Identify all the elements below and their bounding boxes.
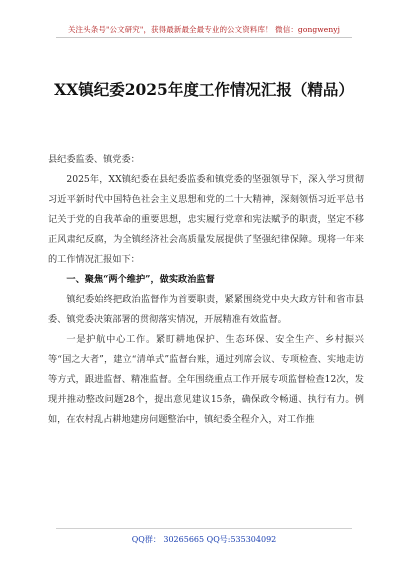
body-paragraph: 镇纪委始终把政治监督作为首要职责，紧紧围绕党中央大政方针和省市县委、镇党委决策部署的贯彻落实情况，开展精准有效监督。 bbox=[48, 294, 364, 325]
header-note: 关注头条号"公文研究"，获得最新最全最专业的公文资料库！ 微信：gongwenyj bbox=[67, 25, 341, 34]
footer-divider bbox=[56, 528, 352, 529]
document-body bbox=[48, 150, 364, 430]
header-divider bbox=[56, 37, 352, 38]
intro-paragraph: 2025年，XX镇纪委在县纪委监委和镇党委的坚强领导下，深入学习贯彻习近平新时代中国特色社会主义思想和党的二十大精神，深刻领悟习近平总书记关于党的自我革命的重要思想，忠实履行党章和宪法赋予的职责，坚定不移正风肃纪反腐，为全镇经济社会高质量发展提供了坚强纪律保障。现将一年来的工作情况汇报如下： bbox=[48, 174, 364, 265]
section-heading: 一、聚焦“两个维护”，做实政治监督 bbox=[66, 274, 215, 285]
footer-note: QQ群： 30265665 QQ号:535304092 bbox=[131, 535, 277, 544]
salutation: 县纪委监委、镇党委： bbox=[48, 154, 140, 165]
document-title: XX镇纪委2025年度工作情况汇报（精品） bbox=[54, 80, 354, 99]
body-paragraph: 一是护航中心工作。紧盯耕地保护、生态环保、安全生产、乡村振兴等“国之大者”，建立“清单式”监督台账，通过列席会议、专项检查、实地走访等方式，跟进监督、精准监督。全年围绕重点工作开展专项监督检查12次，发现并推动整改问题28个，提出意见建议15条，确保政令畅通、执行有力。例如，在农村乱占耕地建房问题整治中，镇纪委全程介入，对工作推 bbox=[48, 334, 364, 425]
